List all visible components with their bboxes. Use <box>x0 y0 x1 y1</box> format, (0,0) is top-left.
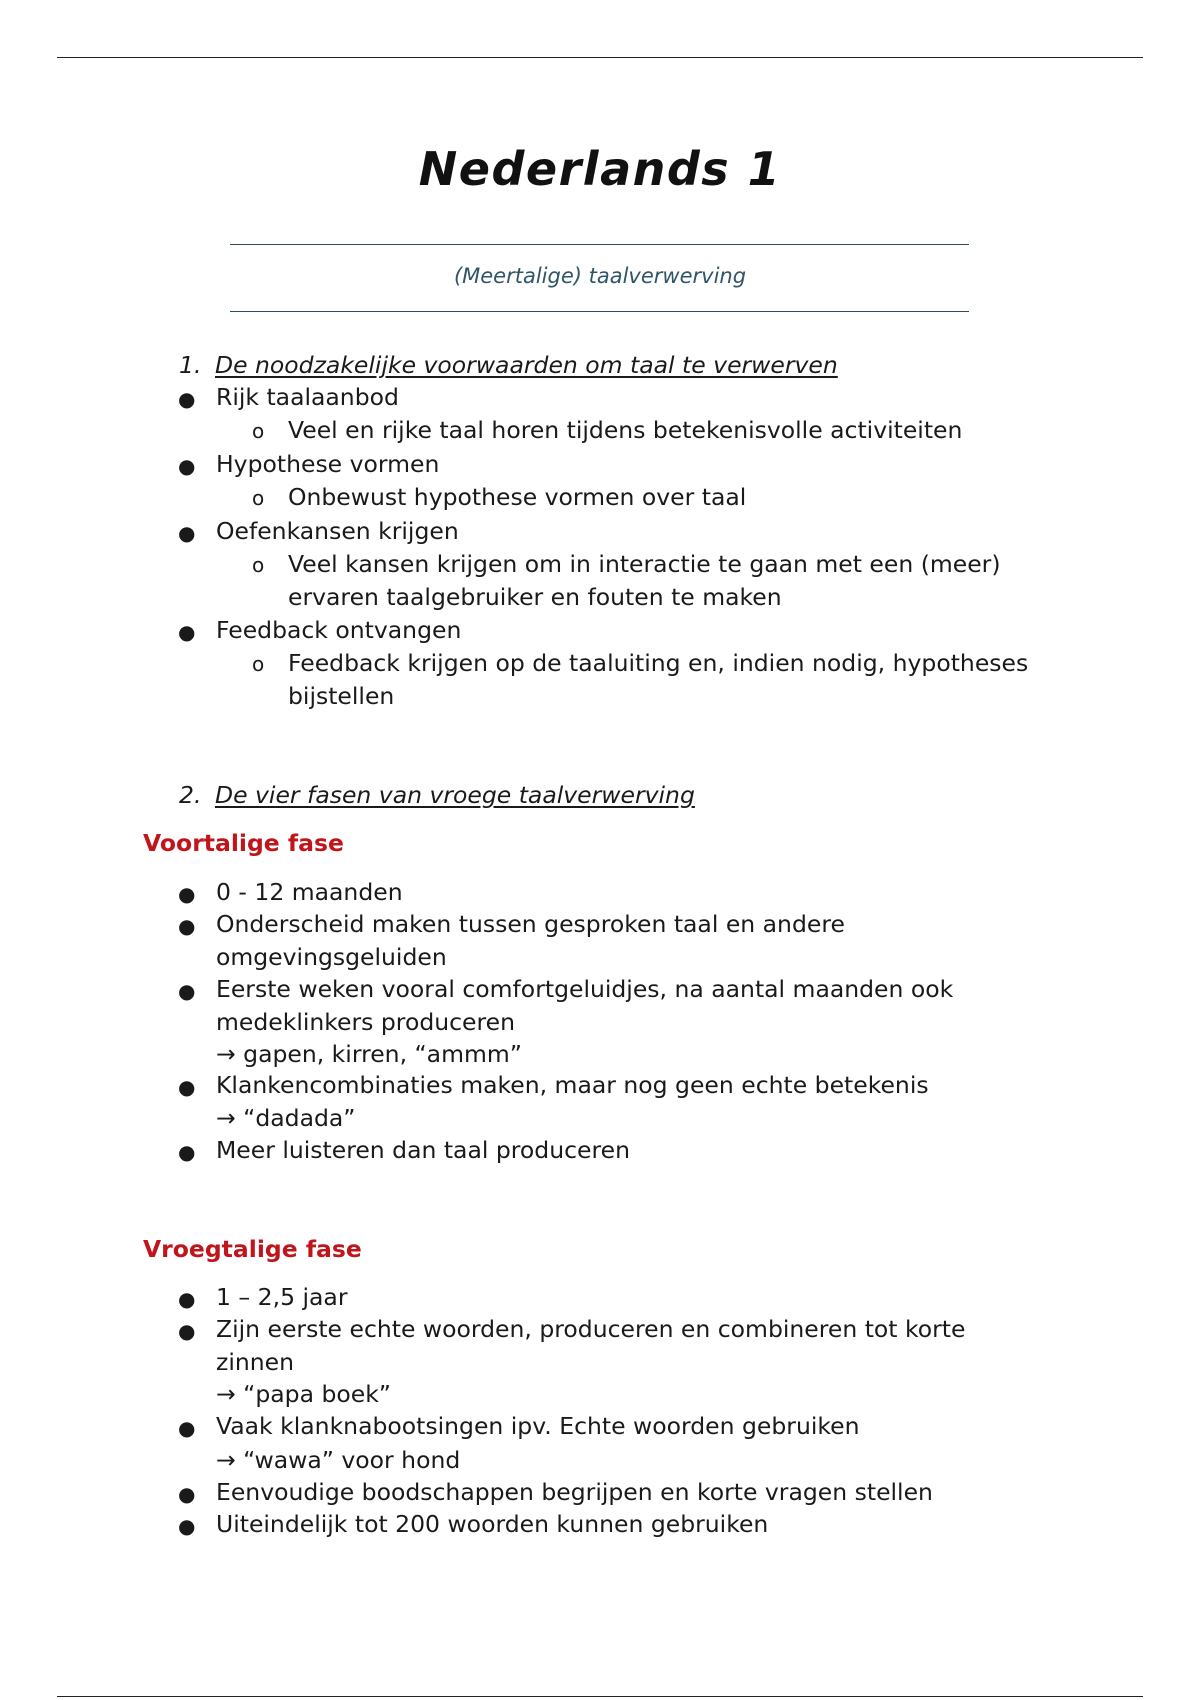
subtitle-divider-bottom <box>230 311 969 312</box>
sub-list-item-continued: bijstellen <box>288 682 395 710</box>
list-item-continued: medeklinkers produceren <box>216 1008 516 1036</box>
list-item: Zijn eerste echte woorden, produceren en combineren tot korte <box>216 1315 966 1343</box>
bullet-icon: ● <box>178 521 196 545</box>
phase-heading-vroegtalig: Vroegtalige fase <box>143 1235 362 1263</box>
bullet-icon: ● <box>178 1416 196 1440</box>
circle-bullet-icon: o <box>252 486 265 510</box>
list-item: 1 – 2,5 jaar <box>216 1283 348 1311</box>
bottom-divider <box>57 1696 1143 1697</box>
example-line: → “papa boek” <box>216 1380 391 1408</box>
list-item: Rijk taalaanbod <box>216 383 399 411</box>
list-item: 0 - 12 maanden <box>216 878 403 906</box>
top-divider <box>57 57 1143 58</box>
list-item: Uiteindelijk tot 200 woorden kunnen gebruiken <box>216 1510 769 1538</box>
bullet-icon: ● <box>178 1287 196 1311</box>
page-subtitle: (Meertalige) taalverwerving <box>453 264 747 288</box>
subtitle-divider-top <box>230 244 969 245</box>
bullet-icon: ● <box>178 1075 196 1099</box>
page-title: Nederlands 1 <box>418 142 782 196</box>
section-heading-text: De vier fasen van vroege taalverwerving <box>215 781 695 809</box>
section-1-heading <box>179 351 838 379</box>
list-item: Onderscheid maken tussen gesproken taal en andere <box>216 910 845 938</box>
bullet-icon: ● <box>178 1514 196 1538</box>
list-item: Eenvoudige boodschappen begrijpen en korte vragen stellen <box>216 1478 933 1506</box>
list-item: Klankencombinaties maken, maar nog geen echte betekenis <box>216 1071 929 1099</box>
sub-list-item: Veel en rijke taal horen tijdens betekenisvolle activiteiten <box>288 416 963 444</box>
bullet-icon: ● <box>178 454 196 478</box>
list-item: Vaak klanknabootsingen ipv. Echte woorden gebruiken <box>216 1412 860 1440</box>
list-item: Meer luisteren dan taal produceren <box>216 1136 630 1164</box>
circle-bullet-icon: o <box>252 652 265 676</box>
sub-list-item: Veel kansen krijgen om in interactie te gaan met een (meer) <box>288 550 1001 578</box>
sub-list-item: Onbewust hypothese vormen over taal <box>288 483 747 511</box>
example-line: → “wawa” voor hond <box>216 1446 461 1474</box>
bullet-icon: ● <box>178 914 196 938</box>
list-item-continued: omgevingsgeluiden <box>216 943 447 971</box>
bullet-icon: ● <box>178 1319 196 1343</box>
section-number: 1. <box>179 351 202 379</box>
section-heading-text: De noodzakelijke voorwaarden om taal te verwerven <box>215 351 838 379</box>
circle-bullet-icon: o <box>252 553 265 577</box>
list-item: Eerste weken vooral comfortgeluidjes, na aantal maanden ook <box>216 975 954 1003</box>
section-number: 2. <box>179 781 202 809</box>
circle-bullet-icon: o <box>252 419 265 443</box>
sub-list-item: Feedback krijgen op de taaluiting en, indien nodig, hypotheses <box>288 649 1029 677</box>
example-line: → gapen, kirren, “ammm” <box>216 1040 522 1068</box>
bullet-icon: ● <box>178 1482 196 1506</box>
bullet-icon: ● <box>178 620 196 644</box>
bullet-icon: ● <box>178 387 196 411</box>
list-item: Oefenkansen krijgen <box>216 517 459 545</box>
list-item: Feedback ontvangen <box>216 616 462 644</box>
list-item: Hypothese vormen <box>216 450 440 478</box>
sub-list-item-continued: ervaren taalgebruiker en fouten te maken <box>288 583 782 611</box>
list-item-continued: zinnen <box>216 1348 295 1376</box>
bullet-icon: ● <box>178 882 196 906</box>
bullet-icon: ● <box>178 979 196 1003</box>
section-2-heading <box>179 781 695 809</box>
bullet-icon: ● <box>178 1140 196 1164</box>
example-line: → “dadada” <box>216 1104 356 1132</box>
phase-heading-voortalig: Voortalige fase <box>143 829 344 857</box>
